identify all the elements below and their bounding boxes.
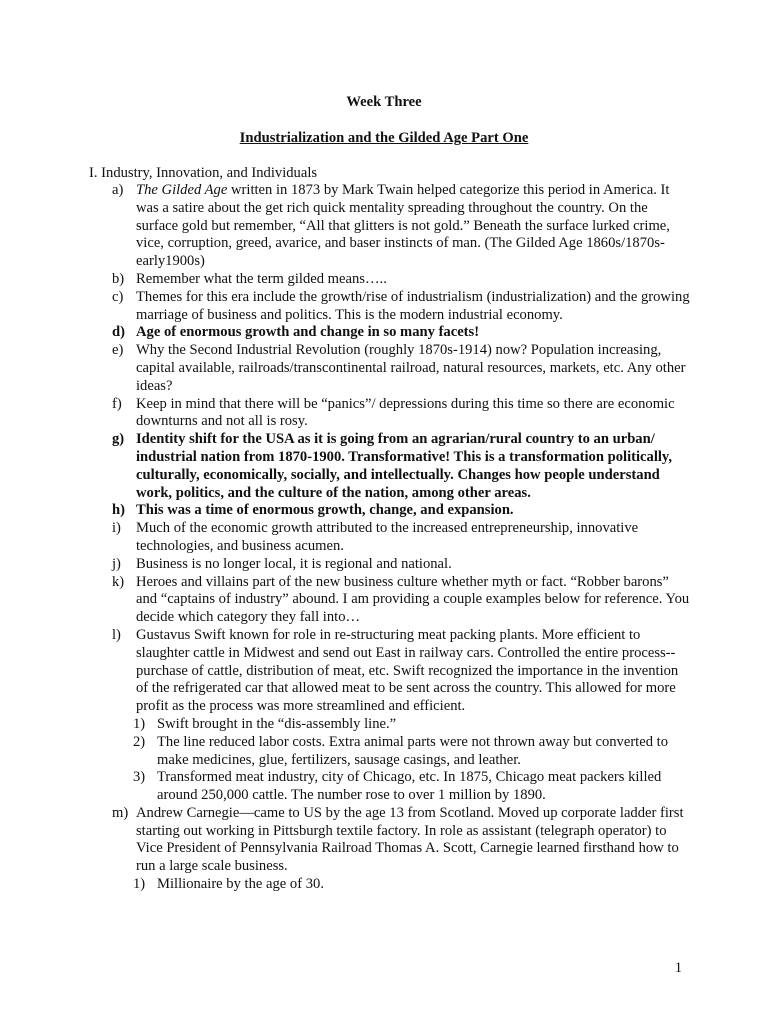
item-marker: j) [112, 555, 121, 572]
subitem-text: Swift brought in the “dis-assembly line.” [157, 715, 397, 732]
item-text: Age of enormous growth and change in so many facets! [136, 324, 480, 341]
list-item [112, 520, 692, 556]
subitem-marker: 2) [133, 733, 146, 750]
item-marker: f) [112, 395, 122, 412]
sublist [133, 876, 692, 894]
item-text: Gustavus Swift known for role in re-structuring meat packing plants. More efficient to slaughter cattle in Midwest and send out East in railway cars. Controlled the entire process--purchase of cattle, distribution of meat, etc. Swift recognized the importance in the invention of the refrigerated car that allowed meat to be sent across the country. This allowed for more profit as the process was more streamlined and efficient. [136, 626, 679, 715]
item-text: Much of the economic growth attributed to the increased entrepreneurship, innovative technologies, and business acumen. [136, 520, 639, 554]
item-marker: h) [112, 502, 125, 519]
item-marker: l) [112, 626, 121, 643]
item-marker: c) [112, 288, 124, 305]
sublist-item [133, 876, 692, 894]
item-text: Heroes and villains part of the new business culture whether myth or fact. “Robber barons” and “captains of industry” abound. I am providing a couple examples below for reference. You decide which category they fall into… [136, 573, 690, 626]
list-item [112, 627, 692, 716]
subitem-text: The line reduced labor costs. Extra animal parts were not thrown away but converted to make medicines, glue, fertilizers, sausage casings, and leather. [157, 733, 669, 768]
list-item [112, 502, 692, 520]
list-item [112, 556, 692, 574]
page-number: 1 [674, 960, 682, 976]
subitem-text: Transformed meat industry, city of Chicago, etc. In 1875, Chicago meat packers killed around 250,000 cattle. The number rose to over 1 million by 1890. [157, 769, 662, 804]
sublist-item [133, 716, 692, 734]
subitem-marker: 1) [133, 715, 146, 732]
list-item [112, 342, 692, 395]
outline-list [112, 182, 692, 894]
subitem-marker: 3) [133, 769, 146, 786]
item-text: Keep in mind that there will be “panics”/ depressions during this time so there are economic downturns and not all is rosy. [136, 395, 675, 430]
item-marker: e) [112, 342, 124, 359]
sublist [133, 716, 692, 805]
item-text: Andrew Carnegie—came to US by the age 13 from Scotland. Moved up corporate ladder first starting out working in Pittsburgh textile factory. In role as assistant (telegraph operator) to Vice President of Pennsylvania Railroad Thomas A. Scott, Carnegie learned firsthand how to run a large scale business. [136, 804, 684, 875]
item-text: Business is no longer local, it is regional and national. [136, 555, 452, 572]
document-title: Week Three [346, 94, 422, 110]
item-text: Why the Second Industrial Revolution (roughly 1870s-1914) now? Population increasing, capital available, railroads/transcontinental railroad, natural resources, markets, etc. Any other ideas? [136, 342, 686, 394]
subitem-marker: 1) [133, 876, 146, 893]
item-marker: d) [112, 324, 125, 341]
subitem-text: Millionaire by the age of 30. [157, 876, 324, 893]
item-marker: m) [112, 804, 129, 821]
book-title: The Gilded Age [136, 182, 228, 198]
item-marker: g) [112, 431, 125, 448]
item-marker: k) [112, 573, 125, 590]
item-text: This was a time of enormous growth, change, and expansion. [136, 502, 514, 519]
item-text: Remember what the term gilded means….. [136, 270, 387, 287]
list-item [112, 805, 692, 876]
item-text: The Gilded Age written in 1873 by Mark Twain helped categorize this period in America. It was a satire about the get rich quick mentality spreading throughout the country. On the surface gold but remember, “All that glitters is not gold.” Beneath the surface lurked crime, vice, corruption, greed, avarice, and baser instincts of man. (The Gilded Age 1860s/1870s-early1900s) [136, 182, 670, 270]
list-item [112, 324, 692, 342]
item-text: Themes for this era include the growth/rise of industrialism (industrialization) and the growing marriage of business and politics. This is the modern industrial economy. [136, 288, 690, 323]
document-subtitle: Industrialization and the Gilded Age Part One [239, 130, 529, 146]
item-text: Identity shift for the USA as it is going from an agrarian/rural country to an urban/ industrial nation from 1870-1900. Transformative! This is a transformation politically, culturally, economically, socially, and intellectually. Changes how people understand work, politics, and the culture of the nation, among other areas. [136, 431, 673, 501]
item-marker: a) [112, 182, 124, 198]
item-marker: b) [112, 270, 125, 287]
list-item [112, 574, 692, 627]
sublist-item [133, 734, 692, 770]
section-heading: I. Industry, Innovation, and Individuals [89, 165, 318, 181]
list-item [112, 431, 692, 502]
list-item [112, 271, 692, 289]
list-item [112, 182, 692, 271]
list-item [112, 396, 692, 432]
sublist-item [133, 769, 692, 805]
item-marker: i) [112, 520, 121, 537]
list-item [112, 289, 692, 325]
